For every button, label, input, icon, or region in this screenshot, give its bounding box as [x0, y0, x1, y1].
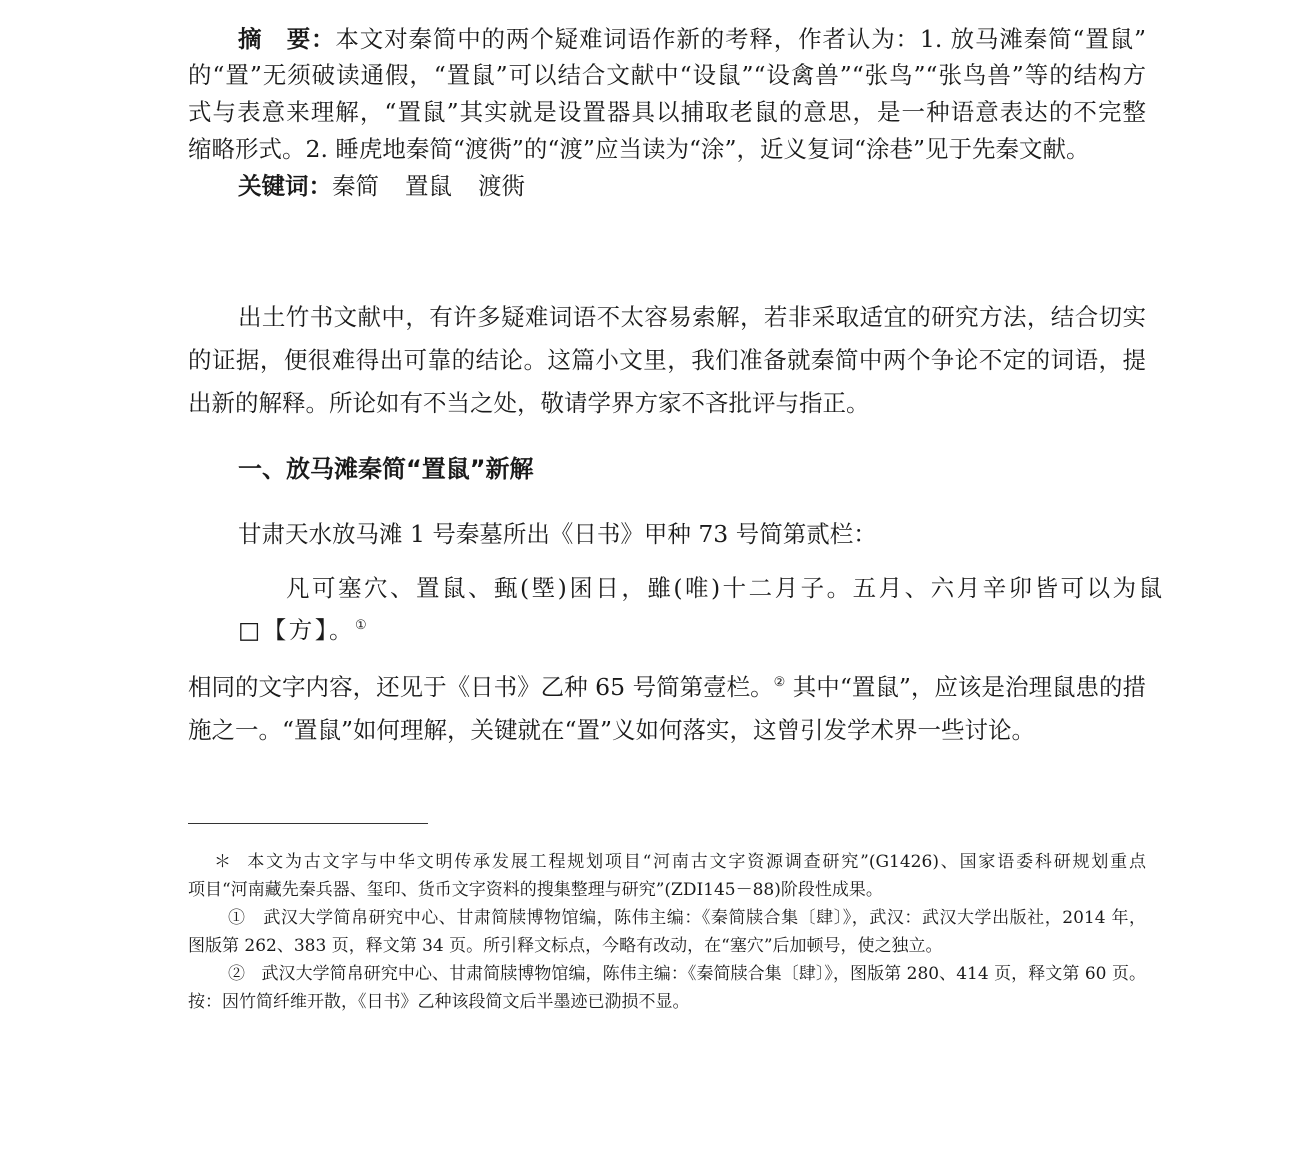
- para-text-b: 其中“置鼠”，应该是治理鼠患的措: [785, 673, 1147, 701]
- quote-text: □【方】。: [238, 616, 355, 644]
- keyword-item: 置鼠: [405, 172, 452, 200]
- keywords-label: 关键词：: [238, 172, 332, 200]
- intro-line-3: 出新的解释。所论如有不当之处，敬请学界方家不吝批评与指正。: [188, 389, 870, 417]
- footnote-divider: [188, 823, 428, 824]
- intro-line-2: 的证据，便很难得出可靠的结论。这篇小文里，我们准备就秦简中两个争论不定的词语，提: [188, 346, 1146, 374]
- para-text-a: 相同的文字内容，还见于《日书》乙种 65 号简第壹栏。: [188, 673, 774, 701]
- footnote-star-line-2: 项目“河南藏先秦兵器、玺印、货币文字资料的搜集整理与研究”(ZDI145－88)阶段性成果。: [188, 880, 883, 900]
- section-lead: 甘肃天水放马滩 1 号秦墓所出《日书》甲种 73 号简第贰栏：: [238, 520, 877, 548]
- intro-line-1: 出土竹书文献中，有许多疑难词语不太容易索解，若非采取适宜的研究方法，结合切实: [238, 303, 1146, 331]
- quote-line-2: [238, 615, 369, 645]
- abstract-line-3: 式与表意来理解，“置鼠”其实就是设置器具以捕取老鼠的意思，是一种语意表达的不完整: [188, 98, 1146, 126]
- keyword-item: 秦简: [332, 172, 379, 200]
- footnote-1-line-1: [228, 906, 1146, 930]
- para-line-1: [188, 672, 1146, 702]
- footnote-1-line-2: 图版第 262、383 页，释文第 34 页。所引释文标点，今略有改动，在“塞穴”后加顿号，使之独立。: [188, 936, 943, 956]
- footnote-mark: ①: [228, 908, 246, 928]
- abstract-line-4: 缩略形式。2. 睡虎地秦简“渡衖”的“渡”应当读为“涂”，近义复词“涂巷”见于先秦文献。: [188, 135, 1090, 163]
- footnote-mark: ②: [228, 964, 246, 984]
- quote-line-1: 凡可塞穴、置鼠、甀(塈)囷日，雖(唯)十二月子。五月、六月辛卯皆可以为鼠: [286, 574, 1165, 602]
- footnote-ref-2: ②: [773, 675, 786, 691]
- keywords-line: [238, 171, 525, 201]
- footnote-ref-1: ①: [354, 618, 370, 634]
- abstract-line-1: [238, 24, 1146, 54]
- section-heading: 一、放马滩秦简“置鼠”新解: [238, 455, 534, 483]
- footnote-star-line-1: [214, 850, 1146, 874]
- abstract-text-1: 本文对秦简中的两个疑难词语作新的考释，作者认为：1. 放马滩秦简“置鼠”: [335, 25, 1147, 53]
- footnote-text: 武汉大学简帛研究中心、甘肃简牍博物馆编，陈伟主编：《秦简牍合集〔肆〕》，武汉：武汉大学出版社，2014 年，: [263, 908, 1147, 928]
- abstract-line-2: 的“置”无须破读通假，“置鼠”可以结合文献中“设鼠”“设禽兽”“张鸟”“张鸟兽”等的结构方: [188, 61, 1146, 89]
- abstract-label: 摘 要：: [238, 25, 336, 53]
- para-line-2: 施之一。“置鼠”如何理解，关键就在“置”义如何落实，这曾引发学术界一些讨论。: [188, 716, 1036, 744]
- footnote-2-line-2: 按：因竹简纤维开散，《日书》乙种该段简文后半墨迹已泐损不显。: [188, 992, 690, 1012]
- keyword-item: 渡衖: [478, 172, 525, 200]
- footnote-mark: ＊: [214, 852, 233, 872]
- footnote-2-line-1: [228, 962, 1146, 986]
- footnote-text: 本文为古文字与中华文明传承发展工程规划项目“河南古文字资源调查研究”(G1426)、国家语委科研规划重点: [247, 852, 1147, 872]
- footnote-text: 武汉大学简帛研究中心、甘肃简牍博物馆编，陈伟主编：《秦简牍合集〔肆〕》，图版第 280、414 页，释文第 60 页。: [261, 964, 1147, 984]
